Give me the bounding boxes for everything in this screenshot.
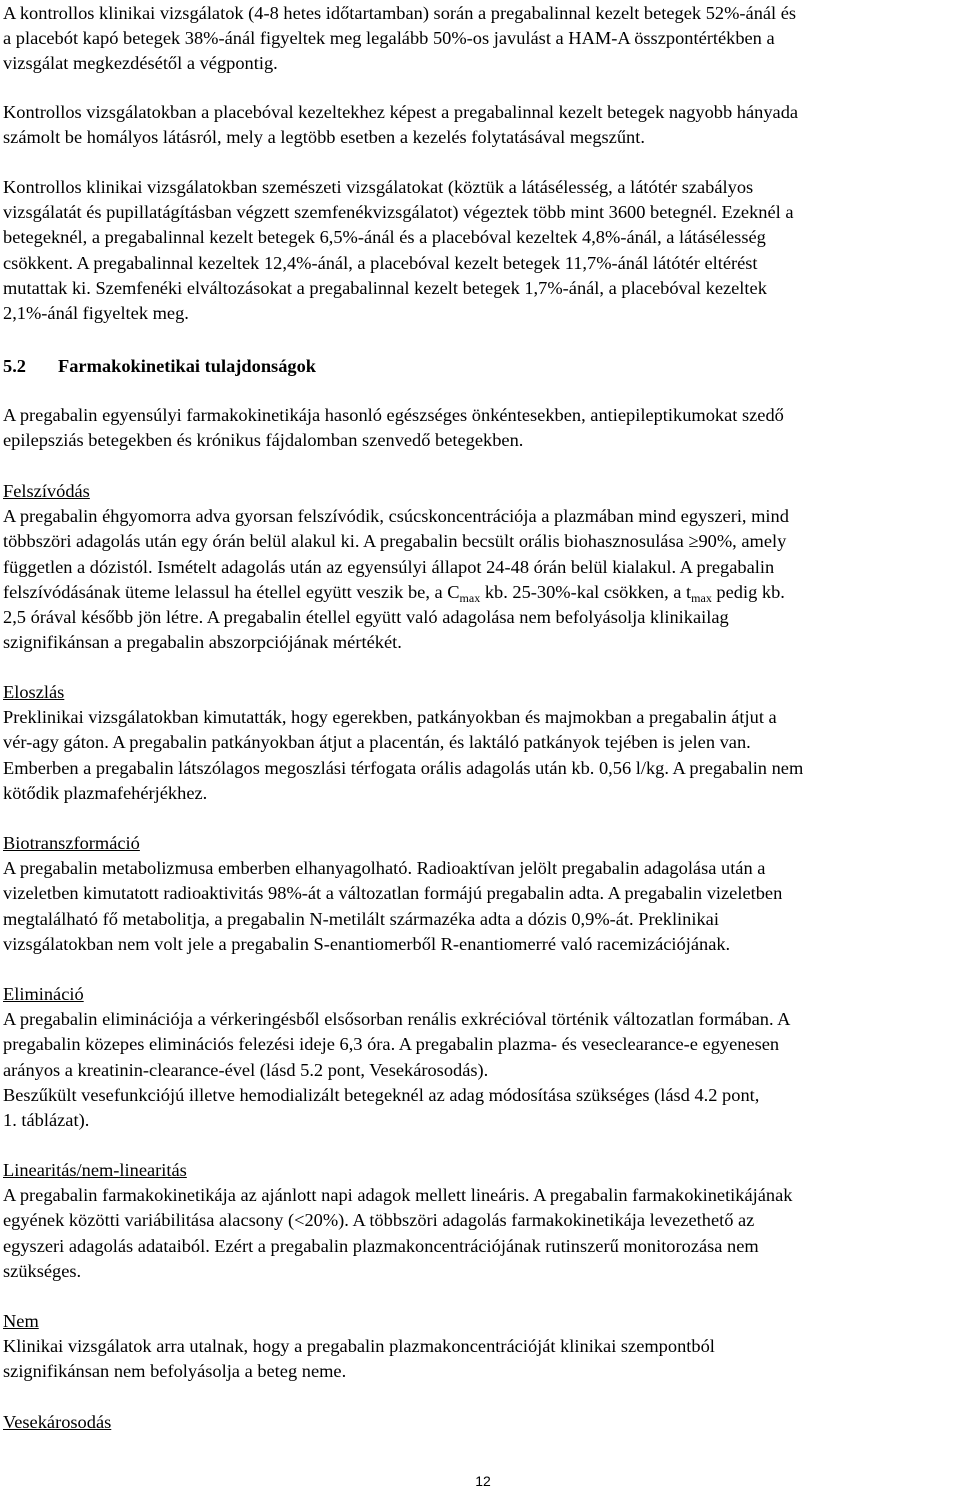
text-line: számolt be homályos látásról, mely a legtöbb esetben a kezelés folytatásával megszűnt. bbox=[3, 127, 645, 148]
subscript: max bbox=[691, 590, 712, 605]
text-line: Kontrollos klinikai vizsgálatokban szemészeti vizsgálatokat (köztük a látásélesség, a látótér szabályos bbox=[3, 177, 754, 197]
section-title: Farmakokinetikai tulajdonságok bbox=[58, 356, 317, 376]
subsection-distribution bbox=[3, 680, 955, 806]
text-line: 1. táblázat). bbox=[3, 1109, 90, 1130]
text-line: egyszeri adagolás adataiból. Ezért a pregabalin plazmakoncentrációjának rutinszerű monitorozása nem bbox=[3, 1235, 759, 1256]
subsection-heading: Vesekárosodás bbox=[3, 1412, 112, 1432]
text-line: Klinikai vizsgálatok arra utalnak, hogy a pregabalin plazmakoncentrációját klinikai szempontból bbox=[3, 1336, 715, 1357]
page-number: 12 bbox=[475, 1473, 491, 1489]
subsection-renal-impairment bbox=[3, 1410, 955, 1435]
subsection-heading: Nem bbox=[3, 1311, 39, 1331]
text-line: epilepsziás betegekben és krónikus fájdalomban szenvedő betegekben. bbox=[3, 430, 524, 451]
text-line: megtalálható fő metabolitja, a pregabalin N-metilált származéka adta a dózis 0,9%-át. Preklinikai bbox=[3, 908, 719, 929]
paragraph-pk-intro bbox=[3, 403, 955, 453]
section-heading bbox=[3, 354, 316, 379]
text-line: pregabalin közepes eliminációs felezési ideje 6,3 óra. A pregabalin plazma- és veseclearance-e egyenesen bbox=[3, 1034, 780, 1055]
text-line: szükséges. bbox=[3, 1260, 82, 1281]
text-line: vizsgálat megkezdésétől a végpontig. bbox=[3, 53, 278, 74]
text-line: A pregabalin éhgyomorra adva gyorsan felszívódik, csúcskoncentrációja a plazmában mind egyszeri, mind bbox=[3, 506, 789, 527]
text-line: Emberben a pregabalin látszólagos megoszlási térfogata orális adagolás után kb. 0,56 l/kg. A pregabalin nem bbox=[3, 757, 804, 778]
subsection-linearity bbox=[3, 1158, 955, 1284]
text-line: Preklinikai vizsgálatokban kimutatták, hogy egerekben, patkányokban és majmokban a pregabalin átjut a bbox=[3, 707, 777, 728]
text-line: szignifikánsan a pregabalin abszorpciójának mértékét. bbox=[3, 632, 402, 653]
text-line: A pregabalin eliminációja a vérkeringésből elsősorban renális exkrécióval történik változatlan formában. A bbox=[3, 1009, 791, 1030]
text-line: Kontrollos vizsgálatokban a placebóval kezeltekhez képest a pregabalinnal kezelt betegek nagyobb hányada bbox=[3, 102, 799, 122]
text-line: mutattak ki. Szemfenéki elváltozásokat a pregabalinnal kezelt betegek 1,7%-ánál, a placebóval kezeltek bbox=[3, 277, 767, 298]
subsection-absorption bbox=[3, 479, 955, 655]
text-line: egyének közötti variábilitása alacsony (<20%). A többszöri adagolás farmakokinetikája levezethető az bbox=[3, 1210, 755, 1231]
text-line: többszöri adagolás után egy órán belül alakul ki. A pregabalin becsült orális biohasznosulása ≥90%, amely bbox=[3, 531, 787, 552]
subsection-heading: Eloszlás bbox=[3, 682, 65, 702]
text-line: vizsgálatokban nem volt jele a pregabalin S-enantiomerből R-enantiomerré való racemizációjának. bbox=[3, 933, 731, 954]
text-line: a placebót kapó betegek 38%-ánál figyeltek meg legalább 50%-os javulást a HAM-A összpontértékben a bbox=[3, 28, 775, 49]
text-line: 2,1%-ánál figyeltek meg. bbox=[3, 302, 189, 323]
paragraph-ham-a-response bbox=[3, 1, 955, 77]
subsection-elimination bbox=[3, 982, 955, 1133]
text-line: 2,5 órával később jön létre. A pregabalin étellel együtt való adagolása nem befolyásolja klinikailag bbox=[3, 606, 729, 627]
subsection-heading: Elimináció bbox=[3, 984, 84, 1004]
text-line: vér-agy gáton. A pregabalin patkányokban átjut a placentán, és laktáló patkányok tejében is jelen van. bbox=[3, 732, 751, 753]
text-line: független a dózistól. Ismételt adagolás után az egyensúlyi állapot 24-48 órán belül kialakul. A pregabalin bbox=[3, 556, 775, 577]
text-line: A pregabalin farmakokinetikája az ajánlott napi adagok mellett lineáris. A pregabalin farmakokinetikájának bbox=[3, 1185, 793, 1206]
text-line: csökkent. A pregabalinnal kezeltek 12,4%-ánál, a placebóval kezelt betegek 11,7%-ánál látótér eltérést bbox=[3, 252, 758, 273]
text-line: vizsgálatát és pupillatágításban végzett szemfenékvizsgálatot) végeztek több mint 3600 betegnél. Ezeknél a bbox=[3, 202, 794, 223]
text-line: A pregabalin metabolizmusa emberben elhanyagolható. Radioaktívan jelölt pregabalin adagolása után a bbox=[3, 858, 766, 879]
subsection-heading: Linearitás/nem-linearitás bbox=[3, 1160, 187, 1180]
text-line: kötődik plazmafehérjékhez. bbox=[3, 782, 208, 803]
text-line: szignifikánsan nem befolyásolja a beteg neme. bbox=[3, 1361, 347, 1382]
subsection-biotransformation bbox=[3, 831, 955, 957]
text-line: A kontrollos klinikai vizsgálatok (4-8 hetes időtartamban) során a pregabalinnal kezelt betegek 52%-ánál és bbox=[3, 3, 797, 23]
subsection-heading: Felszívódás bbox=[3, 481, 90, 501]
paragraph-ophthalmic-tests bbox=[3, 175, 955, 326]
text-line: A pregabalin egyensúlyi farmakokinetikája hasonló egészséges önkéntesekben, antiepileptikumokat szedő bbox=[3, 405, 784, 425]
section-number: 5.2 bbox=[3, 356, 26, 376]
text-line: betegeknél, a pregabalinnal kezelt betegek 6,5%-ánál és a placebóval kezeltek 4,8%-ánál, a látásélesség bbox=[3, 227, 766, 248]
text-line-cmax-tmax: felszívódásának üteme lelassul ha étellel együtt veszik be, a $C_{max}$ kb. 25-30%-kal csökken, a $t_{max}$ pedig kb. bbox=[3, 581, 785, 605]
text-line: arányos a kreatinin-clearance-ével (lásd 5.2 pont, Vesekárosodás). bbox=[3, 1059, 489, 1080]
paragraph-blurred-vision bbox=[3, 100, 955, 150]
subsection-heading: Biotranszformáció bbox=[3, 833, 140, 853]
subscript: max bbox=[459, 590, 481, 605]
text-line: vizeletben kimutatott radioaktivitás 98%-át a változatlan formájú pregabalin adta. A pregabalin vizeletben bbox=[3, 883, 783, 904]
subsection-gender bbox=[3, 1309, 955, 1385]
text-line: Beszűkült vesefunkciójú illetve hemodializált betegeknél az adag módosítása szükséges (lásd 4.2 pont, bbox=[3, 1084, 760, 1105]
